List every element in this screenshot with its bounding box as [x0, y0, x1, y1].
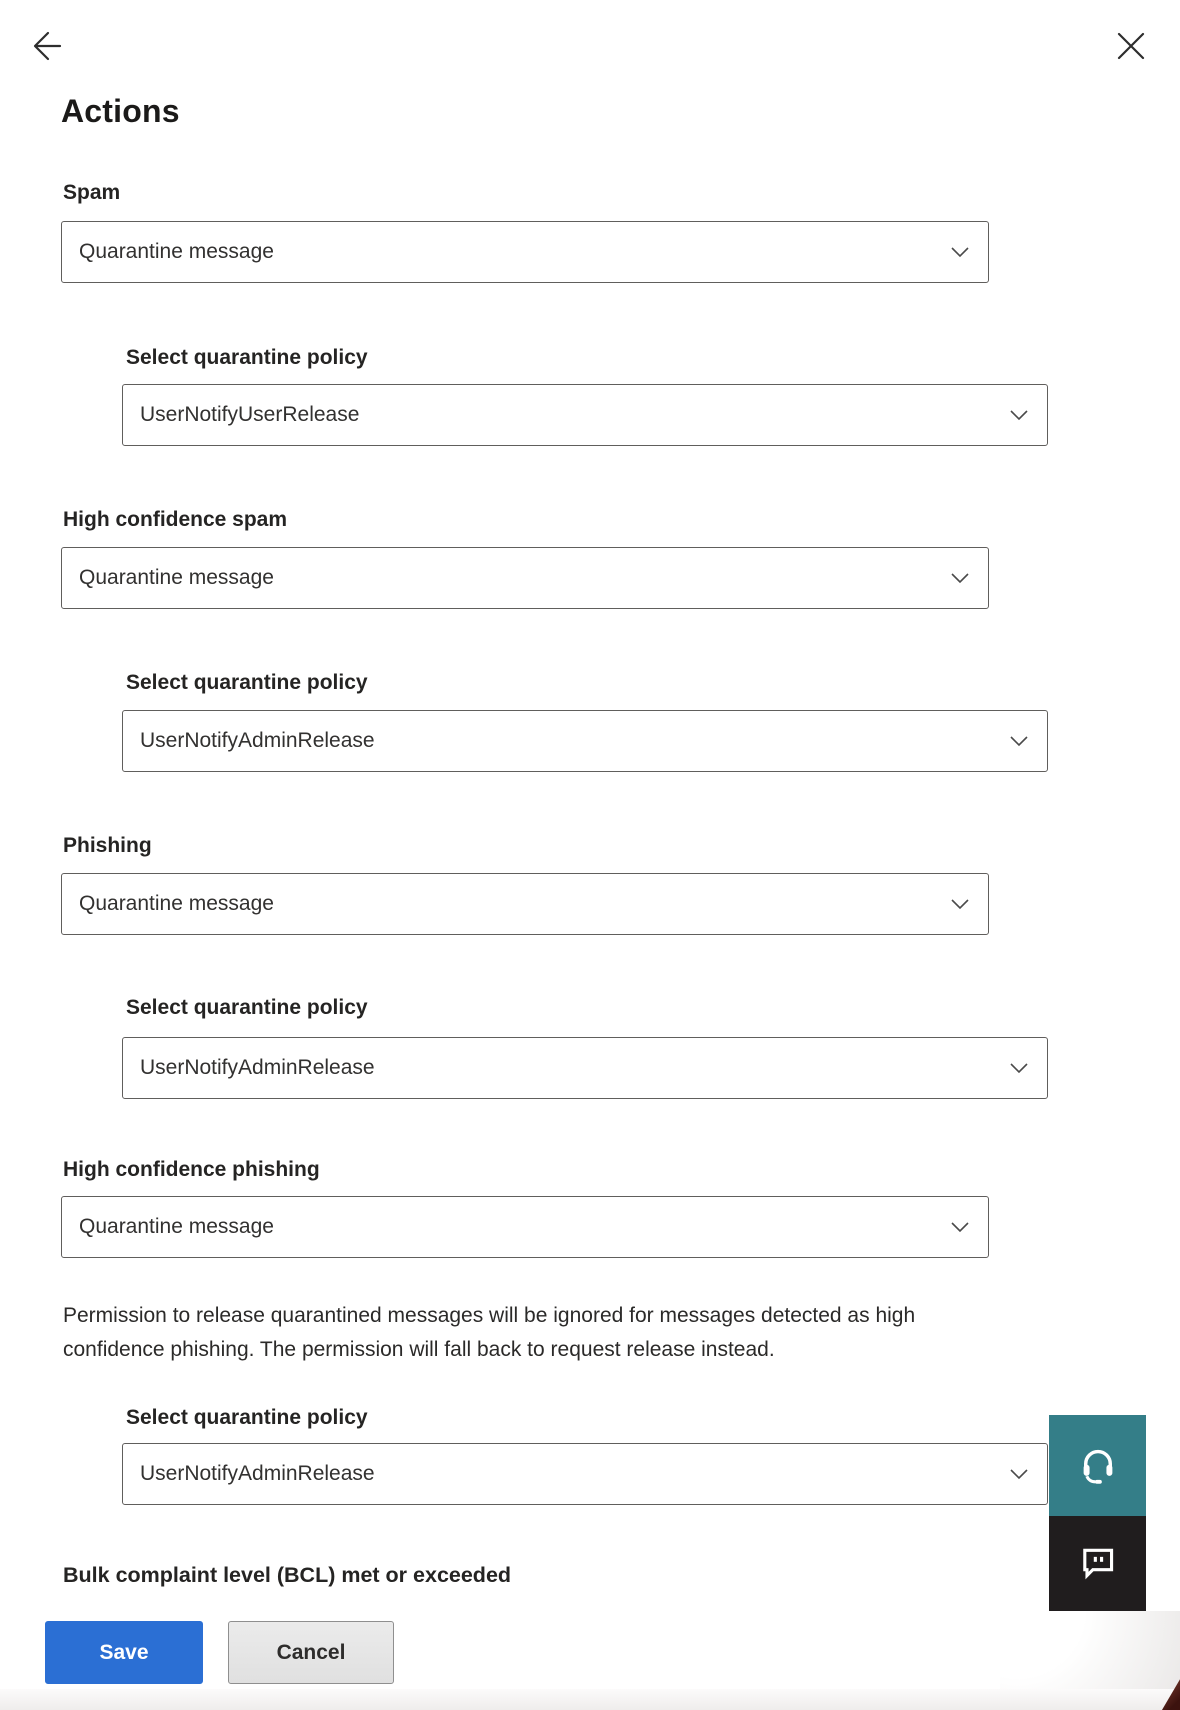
section-label-high-confidence-phishing: High confidence phishing: [63, 1158, 320, 1181]
chevron-down-icon: [949, 241, 971, 263]
section-label-high-confidence-spam: High confidence spam: [63, 508, 288, 531]
high-confidence-spam-action-value: Quarantine message: [79, 566, 274, 589]
phishing-policy-value: UserNotifyAdminRelease: [140, 1056, 375, 1079]
close-button[interactable]: [1112, 27, 1150, 65]
phishing-policy-dropdown[interactable]: [122, 1037, 1048, 1099]
high-confidence-phishing-policy-label: Select quarantine policy: [126, 1406, 368, 1429]
chevron-down-icon: [1008, 730, 1030, 752]
section-label-bulk-complaint-level: Bulk complaint level (BCL) met or exceeded: [63, 1563, 512, 1587]
bottom-edge-gradient: [0, 1689, 1180, 1710]
feedback-widget-button[interactable]: [1049, 1516, 1146, 1611]
cancel-button[interactable]: Cancel: [228, 1621, 394, 1684]
high-confidence-phishing-policy-value: UserNotifyAdminRelease: [140, 1462, 375, 1485]
feedback-bubble-icon: [1076, 1540, 1120, 1587]
section-label-phishing: Phishing: [63, 834, 152, 857]
save-button[interactable]: Save: [45, 1621, 203, 1684]
help-widget-button[interactable]: [1049, 1415, 1146, 1516]
high-confidence-spam-action-dropdown[interactable]: [61, 547, 989, 609]
headset-icon: [1075, 1441, 1121, 1490]
back-button[interactable]: [26, 26, 66, 66]
chevron-down-icon: [949, 893, 971, 915]
high-confidence-phishing-note: Permission to release quarantined messages will be ignored for messages detected as high confidence phishing. The permission will fall back to request release instead.: [63, 1304, 916, 1361]
spam-action-dropdown[interactable]: [61, 221, 989, 283]
spam-action-value: Quarantine message: [79, 240, 274, 263]
high-confidence-phishing-action-dropdown[interactable]: [61, 1196, 989, 1258]
chevron-down-icon: [1008, 1057, 1030, 1079]
chevron-down-icon: [949, 1216, 971, 1238]
phishing-action-value: Quarantine message: [79, 892, 274, 915]
spam-policy-value: UserNotifyUserRelease: [140, 403, 360, 426]
chevron-down-icon: [1008, 1463, 1030, 1485]
phishing-action-dropdown[interactable]: [61, 873, 989, 935]
phishing-policy-label: Select quarantine policy: [126, 996, 368, 1019]
high-confidence-spam-policy-dropdown[interactable]: [122, 710, 1048, 772]
page-title: Actions: [61, 93, 180, 129]
back-arrow-icon: [26, 54, 66, 69]
spam-policy-label: Select quarantine policy: [126, 346, 368, 369]
chevron-down-icon: [949, 567, 971, 589]
high-confidence-spam-policy-label: Select quarantine policy: [126, 671, 368, 694]
section-label-spam: Spam: [63, 181, 121, 204]
high-confidence-phishing-action-value: Quarantine message: [79, 1215, 274, 1238]
close-icon: [1112, 53, 1150, 68]
high-confidence-phishing-policy-dropdown[interactable]: [122, 1443, 1048, 1505]
high-confidence-spam-policy-value: UserNotifyAdminRelease: [140, 729, 375, 752]
chevron-down-icon: [1008, 404, 1030, 426]
spam-policy-dropdown[interactable]: [122, 384, 1048, 446]
